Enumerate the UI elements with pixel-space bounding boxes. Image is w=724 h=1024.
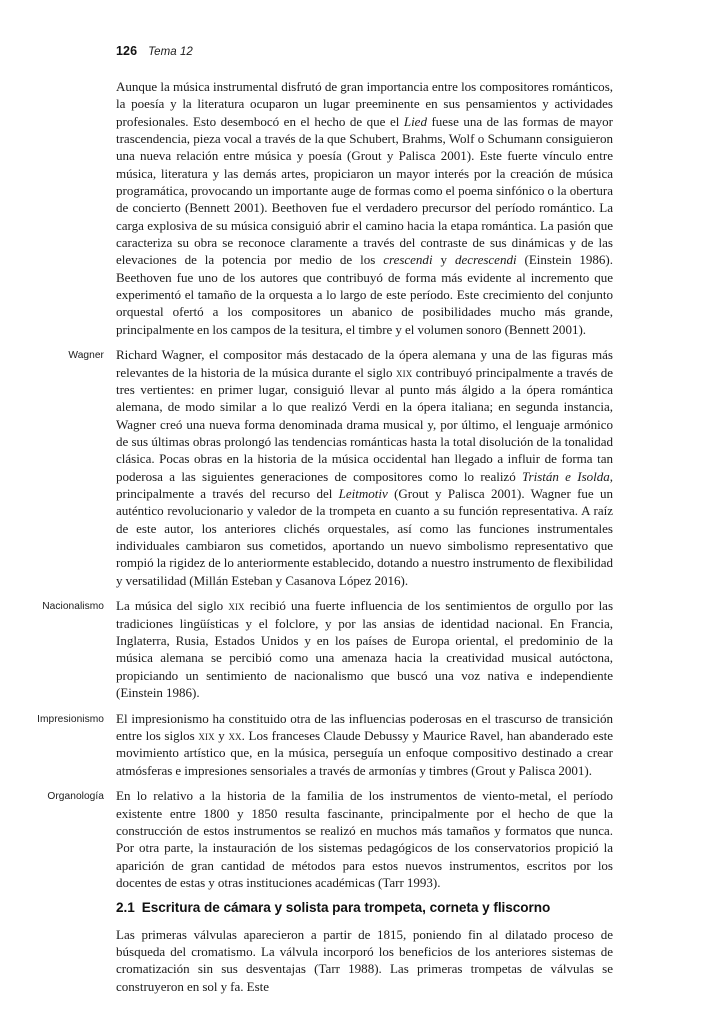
paragraph-nacionalismo: [116, 597, 613, 701]
running-head: [116, 44, 193, 58]
run-text: contribuyó principalmente a través de tres vertientes: en primer lugar, consiguió llevar al punto más álgido a la ópera romántica alemana, de modo similar a lo que realizó Verdi en la ópera italiana; en segunda instancia, Wagner creó una nueva forma denominada drama musical y, por último, el lenguaje armónico de sus últimas obras prolongó las tendencias románticas hasta la total disolución de la tonalidad clásica. Pocas obras en la historia de la música occidental han llegado a influir de forma tan poderosa a las siguientes generaciones de compositores como lo realizó: [116, 364, 613, 484]
paragraph-block-nacionalismo: [42, 597, 613, 701]
run-smallcaps-century: xix: [198, 727, 215, 743]
run-text: y: [432, 252, 455, 268]
section-title: Escritura de cámara y solista para trompeta, corneta y fliscorno: [141, 900, 551, 916]
run-italic-tristan: Tristán e Isolda: [522, 468, 610, 484]
paragraph-block-organologia: [47, 787, 613, 891]
run-italic-crescendi: crescendi: [383, 252, 433, 268]
paragraph-intro: [116, 78, 613, 338]
run-text: recibió una fuerte influencia de los sentimientos de orgullo por las tradiciones lingüísticas y el folclore, y por las ansias de identidad nacional. En Francia, Inglaterra, Rusia, Estados Unidos y en los países de Europa oriental, el predominio de la música alemana se percibió como una amenaza hacia la creatividad musical autóctona, propiciando un sentimiento de nacionalismo que buscó una voz nativa e independiente (Einstein 1986).: [116, 598, 613, 701]
margin-note-impresionismo: Impresionismo: [37, 713, 104, 725]
margin-note-organologia: Organología: [47, 791, 104, 803]
run-text: Aunque la música instrumental disfrutó de gran importancia entre los compositores románticos, la poesía y la literatura ocuparon un lugar preeminente en sus pensamientos y actividades profesionales. Esto desembocó en el hecho de que el: [116, 79, 613, 129]
section-heading-block: [116, 899, 613, 917]
run-text: (Einstein 1986). Beethoven fue uno de los autores que contribuyó de forma más evidente al incremento que experimentó el tamaño de la orquesta a lo largo de este período. Este crecimiento del conjunto orquestal ofertó a los compositores un abanico de posibilidades mucho más grande, principalmente en los campos de la tesitura, el timbre y el volumen sonoro (Bennett 2001).: [116, 252, 613, 337]
run-text: (Grout y Palisca 2001). Wagner fue un auténtico revolucionario y valedor de la trompeta en cuanto a su función representativa. A raíz de este autor, los anteriores clichés orquestales, así como las funciones instrumentales individuales cambiaron sus cometidos, aportando un nuevo simbolismo representativo que rompió la rigidez de lo anteriormente establecido, dotando a nuestro instrumento de flexibilidad y versatilidad (Millán Esteban y Casanova López 2016).: [116, 486, 613, 588]
chapter-label: Tema 12: [148, 46, 193, 58]
section-number: 2.1: [116, 900, 135, 916]
run-smallcaps-century: xix: [228, 598, 245, 614]
paragraph-block-wagner: [68, 346, 613, 589]
text-column: [37, 78, 614, 995]
run-text: fuese una de las formas de mayor trascendencia, pieza vocal a través de la que Schubert, Brahms, Wolf o Schumann consiguieron una nueva relación entre música y poesía (Grout y Palisca 2001). Este fuerte vínculo entre música, literatura y las demás artes, propiciaron un mayor interés por la creación de música programática, provocando un importante auge de formas como el poema sinfónico o la obertura de concierto (Bennett 2001). Beethoven fue el verdadero precursor del período romántico. La carga explosiva de su música consiguió abrir el camino hacia la etapa romántica. La pasión que caracteriza su obra se reconoce claramente a través del contraste de sus dinámicas y de las elevaciones de la potencia por medio de los: [116, 113, 613, 268]
paragraph-impresionismo: [116, 710, 613, 779]
run-text: y: [214, 727, 229, 743]
section-heading: [116, 899, 613, 917]
margin-note-wagner: Wagner: [68, 350, 104, 362]
paragraph-organologia: En lo relativo a la historia de la familia de los instrumentos de viento-metal, el período existente entre 1800 y 1850 resulta fascinante, principalmente por el hecho de que la construcción de estos instrumentos se realizó en muchos más tamaños y formatos que nunca. Por otra parte, la instauración de los sistemas pedagógicos de los conservatorios propició la aparición de gran cantidad de métodos para estos nuevos instrumentos, escritos por los docentes de estas y otras instituciones académicas (Tarr 1993).: [116, 788, 613, 890]
run-italic-decrescendi: decrescendi: [454, 252, 517, 268]
run-text: Richard Wagner, el compositor más destacado de la ópera alemana y una de las figuras más relevantes de la historia de la música durante el siglo: [116, 347, 613, 380]
run-text: . Los franceses Claude Debussy y Maurice Ravel, han abanderado este movimiento artístico que, en la música, perseguía un enfoque compositivo destinado a crear atmósferas e impresiones sensoriales a través de armonías y timbres (Grout y Palisca 2001).: [116, 727, 614, 778]
paragraph-block-valvulas: [116, 926, 613, 995]
run-smallcaps-century: xix: [396, 364, 413, 380]
run-text: La música del siglo: [116, 598, 229, 614]
page-number: 126: [116, 44, 138, 58]
run-smallcaps-century: xx: [228, 727, 242, 743]
paragraph-valvulas: Las primeras válvulas aparecieron a partir de 1815, poniendo fin al dilatado proceso de búsqueda del cromatismo. La válvula incorporó los beneficios de los anteriores sistemas de cromatización sin sus desventajas (Tarr 1988). Las primeras trompetas de válvulas se construyeron en sol y fa. Este: [116, 926, 613, 994]
run-italic-leitmotiv: Leitmotiv: [338, 486, 388, 502]
paragraph-wagner: [116, 346, 613, 589]
run-text: El impresionismo ha constituido otra de las influencias poderosas en el trascurso de transición entre los siglos: [116, 710, 613, 743]
paragraph-block-intro: [116, 78, 613, 338]
margin-note-nacionalismo: Nacionalismo: [42, 601, 104, 613]
run-italic-lied: Lied: [403, 113, 427, 129]
run-text: , principalmente a través del recurso del: [116, 468, 613, 502]
paragraph-block-impresionismo: [37, 710, 614, 779]
